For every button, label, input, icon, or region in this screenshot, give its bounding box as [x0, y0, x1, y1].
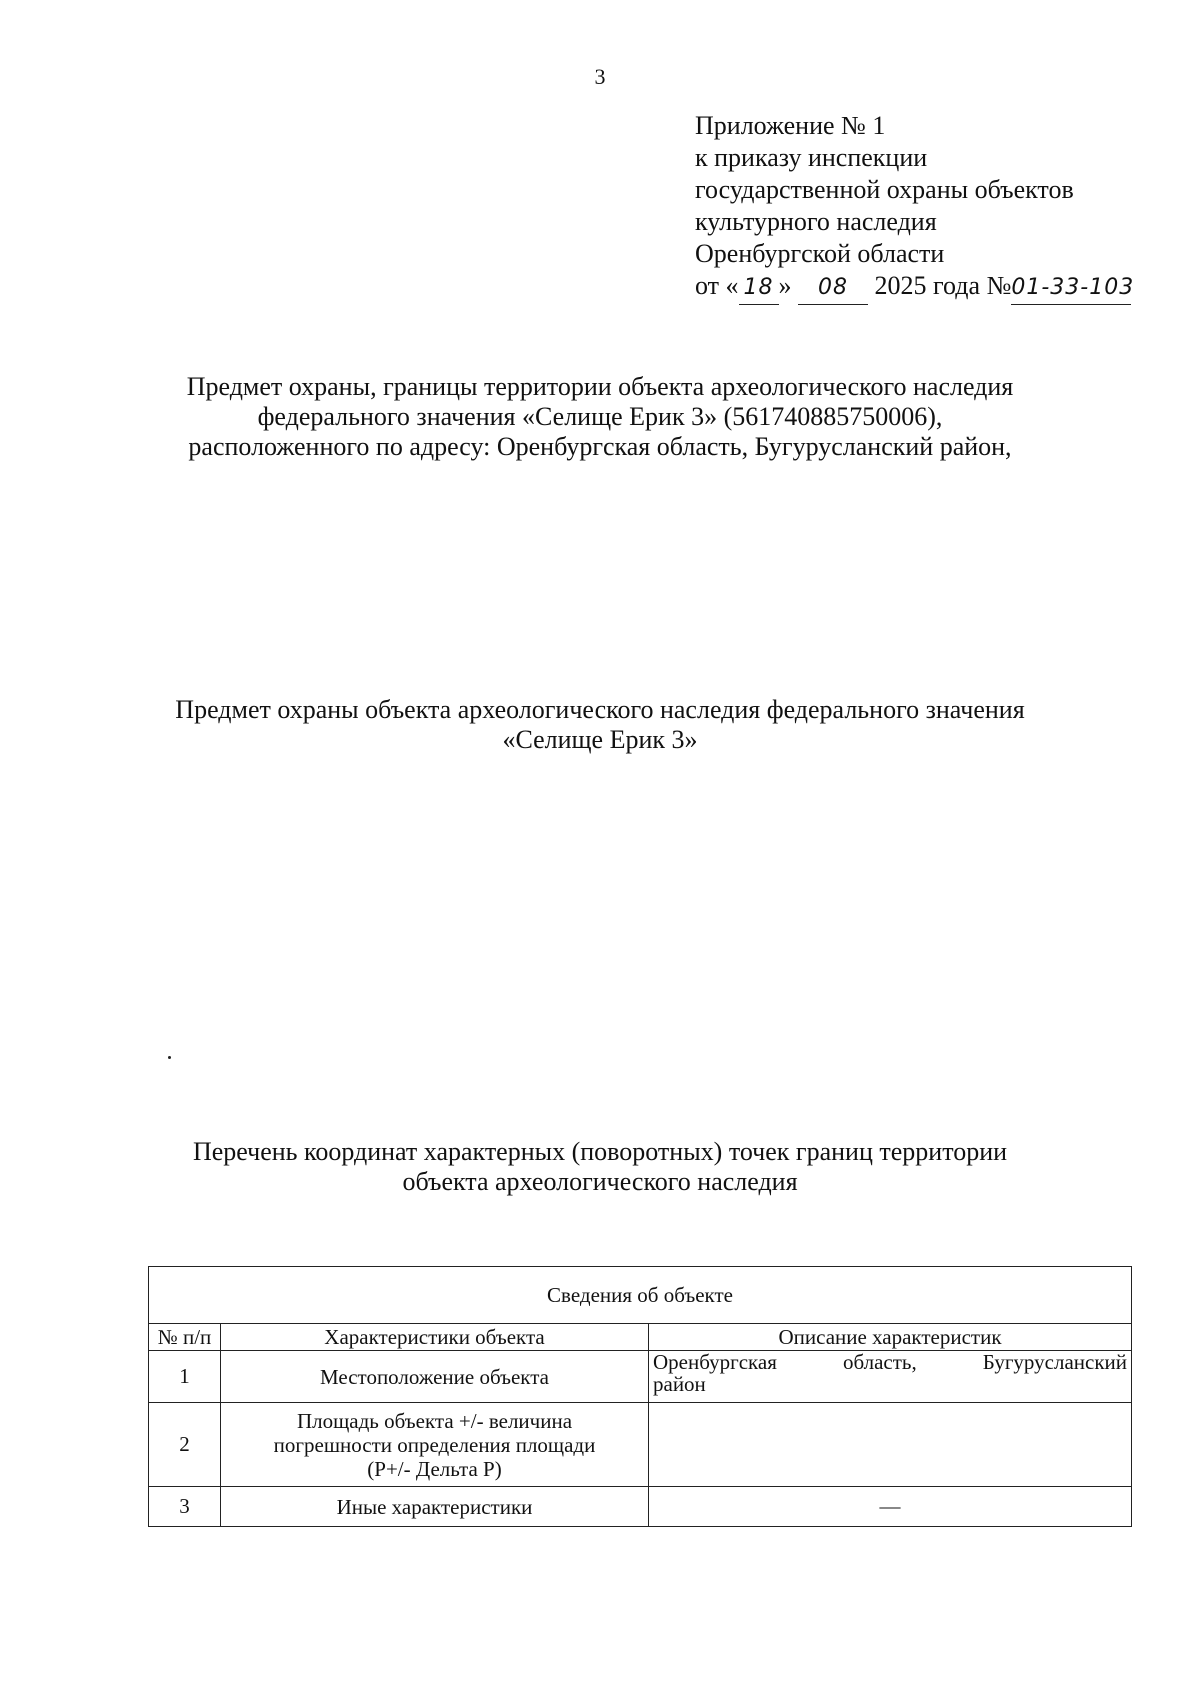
heading-coordinates-line-2: объекта археологического наследия — [402, 1167, 798, 1196]
table-row — [149, 1403, 1132, 1487]
year-text: 2025 года № — [874, 271, 1012, 300]
row-num: 2 — [149, 1403, 221, 1487]
row-description: — — [649, 1487, 1132, 1527]
row-name-line: Площадь объекта +/- величина — [296, 1408, 573, 1433]
appendix-block — [695, 110, 1135, 305]
row-num: 3 — [149, 1487, 221, 1527]
row-name: Местоположение объекта — [221, 1351, 649, 1403]
page-number: 3 — [594, 64, 606, 89]
row-description-line-1 — [653, 1351, 1127, 1373]
heading-main — [100, 372, 1100, 462]
row-name-line: (Р+/- Дельта Р) — [367, 1456, 502, 1481]
table-row — [149, 1351, 1132, 1403]
day-suffix: » — [778, 271, 792, 300]
heading-coordinates — [100, 1137, 1100, 1197]
row-name-line: погрешности определения площади — [273, 1432, 596, 1457]
appendix-line-1: Приложение № 1 — [695, 111, 886, 140]
appendix-line-2: к приказу инспекции — [695, 143, 928, 172]
table-caption: Сведения об объекте — [149, 1267, 1132, 1324]
header-description: Описание характеристик — [649, 1324, 1132, 1351]
heading-coordinates-line-1: Перечень координат характерных (поворотных) точек границ территории — [192, 1137, 1008, 1166]
row-description-line-2: район — [653, 1372, 706, 1396]
row-name — [221, 1403, 649, 1487]
stray-dot — [168, 1056, 171, 1059]
handwritten-month: 08 — [798, 272, 868, 305]
heading-protection-subject — [100, 695, 1100, 755]
handwritten-day: 18 — [739, 272, 779, 305]
order-date-line — [695, 270, 1135, 305]
appendix-line-4: культурного наследия — [695, 207, 937, 236]
desc-word: Оренбургская — [653, 1350, 777, 1374]
table-row — [149, 1487, 1132, 1527]
heading-main-line-3: расположенного по адресу: Оренбургская область, Бугурусланский район, — [188, 432, 1012, 461]
header-characteristics: Характеристики объекта — [221, 1324, 649, 1351]
heading-main-line-2: федерального значения «Селище Ерик 3» (561740885750006), — [257, 402, 943, 431]
heading-protection-line-2: «Селище Ерик 3» — [502, 725, 698, 754]
row-description — [649, 1351, 1132, 1403]
object-info-table — [148, 1266, 1132, 1527]
appendix-line-3: государственной охраны объектов — [695, 175, 1074, 204]
appendix-line-5: Оренбургской области — [695, 239, 945, 268]
row-description — [649, 1403, 1132, 1487]
row-num: 1 — [149, 1351, 221, 1403]
heading-main-line-1: Предмет охраны, границы территории объекта археологического наследия — [186, 372, 1014, 401]
date-prefix: от « — [695, 271, 739, 300]
heading-protection-line-1: Предмет охраны объекта археологического наследия федерального значения — [175, 695, 1025, 724]
desc-word: Бугурусланский — [982, 1350, 1128, 1374]
row-name: Иные характеристики — [221, 1487, 649, 1527]
handwritten-order-number: 01-33-103 — [1011, 272, 1131, 305]
header-num: № п/п — [149, 1324, 221, 1351]
desc-word: область, — [842, 1350, 917, 1374]
